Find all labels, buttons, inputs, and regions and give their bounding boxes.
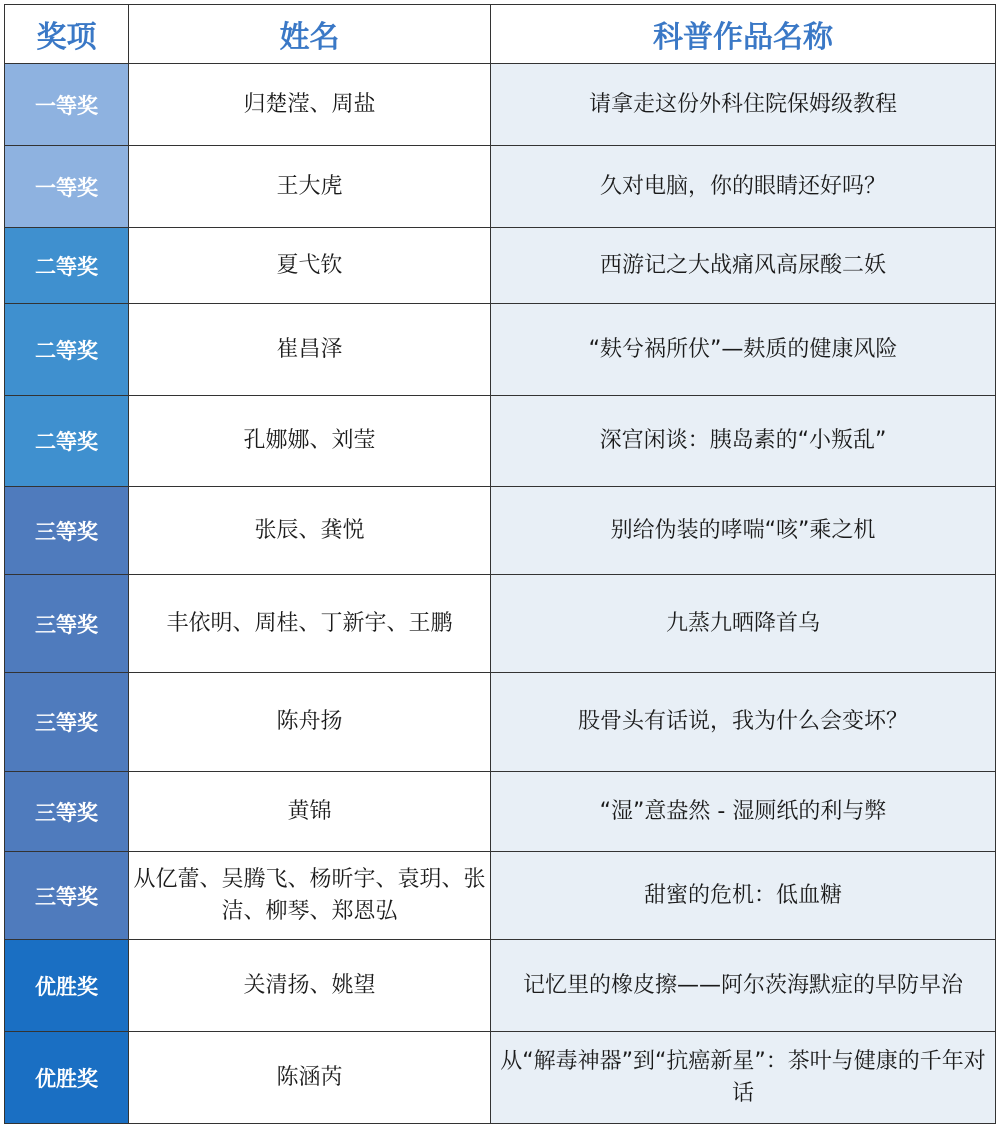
awards-table [4,4,996,1124]
award-cell: 优胜奖 [5,940,129,1032]
title-cell: 请拿走这份外科住院保姆级教程 [491,64,996,146]
title-cell: 甜蜜的危机：低血糖 [491,852,996,940]
table-row [5,772,996,852]
table-row [5,487,996,575]
award-cell: 二等奖 [5,396,129,487]
table-row [5,64,996,146]
name-cell: 陈舟扬 [129,673,491,772]
table-row [5,146,996,228]
header-title: 科普作品名称 [491,5,996,64]
name-cell: 张辰、龚悦 [129,487,491,575]
title-cell: “麸兮祸所伏”—麸质的健康风险 [491,304,996,396]
name-cell: 陈涵芮 [129,1032,491,1124]
award-cell: 三等奖 [5,487,129,575]
award-cell: 一等奖 [5,146,129,228]
award-cell: 三等奖 [5,575,129,673]
title-cell: 深宫闲谈：胰岛素的“小叛乱” [491,396,996,487]
header-row [5,5,996,64]
name-cell: 孔娜娜、刘莹 [129,396,491,487]
award-cell: 三等奖 [5,673,129,772]
name-cell: 关清扬、姚望 [129,940,491,1032]
award-cell: 一等奖 [5,64,129,146]
header-award: 奖项 [5,5,129,64]
name-cell: 崔昌泽 [129,304,491,396]
table-row [5,304,996,396]
title-cell: 从“解毒神器”到“抗癌新星”：茶叶与健康的千年对话 [491,1032,996,1124]
award-cell: 三等奖 [5,852,129,940]
award-cell: 二等奖 [5,304,129,396]
title-cell: “湿”意盎然 - 湿厕纸的利与弊 [491,772,996,852]
title-cell: 记忆里的橡皮擦——阿尔茨海默症的早防早治 [491,940,996,1032]
title-cell: 股骨头有话说，我为什么会变坏？ [491,673,996,772]
table-row [5,673,996,772]
name-cell: 从亿蕾、吴腾飞、杨昕宇、袁玥、张洁、柳琴、郑恩弘 [129,852,491,940]
award-cell: 二等奖 [5,228,129,304]
name-cell: 夏弋钦 [129,228,491,304]
title-cell: 久对电脑，你的眼睛还好吗？ [491,146,996,228]
award-cell: 优胜奖 [5,1032,129,1124]
awards-table-container [4,4,995,1124]
name-cell: 丰依明、周桂、丁新宇、王鹏 [129,575,491,673]
table-row [5,852,996,940]
table-row [5,575,996,673]
header-name: 姓名 [129,5,491,64]
title-cell: 别给伪装的哮喘“咳”乘之机 [491,487,996,575]
table-row [5,940,996,1032]
name-cell: 归楚滢、周盐 [129,64,491,146]
table-row [5,396,996,487]
name-cell: 黄锦 [129,772,491,852]
award-cell: 三等奖 [5,772,129,852]
title-cell: 九蒸九晒降首乌 [491,575,996,673]
name-cell: 王大虎 [129,146,491,228]
title-cell: 西游记之大战痛风高尿酸二妖 [491,228,996,304]
table-row [5,228,996,304]
table-row [5,1032,996,1124]
